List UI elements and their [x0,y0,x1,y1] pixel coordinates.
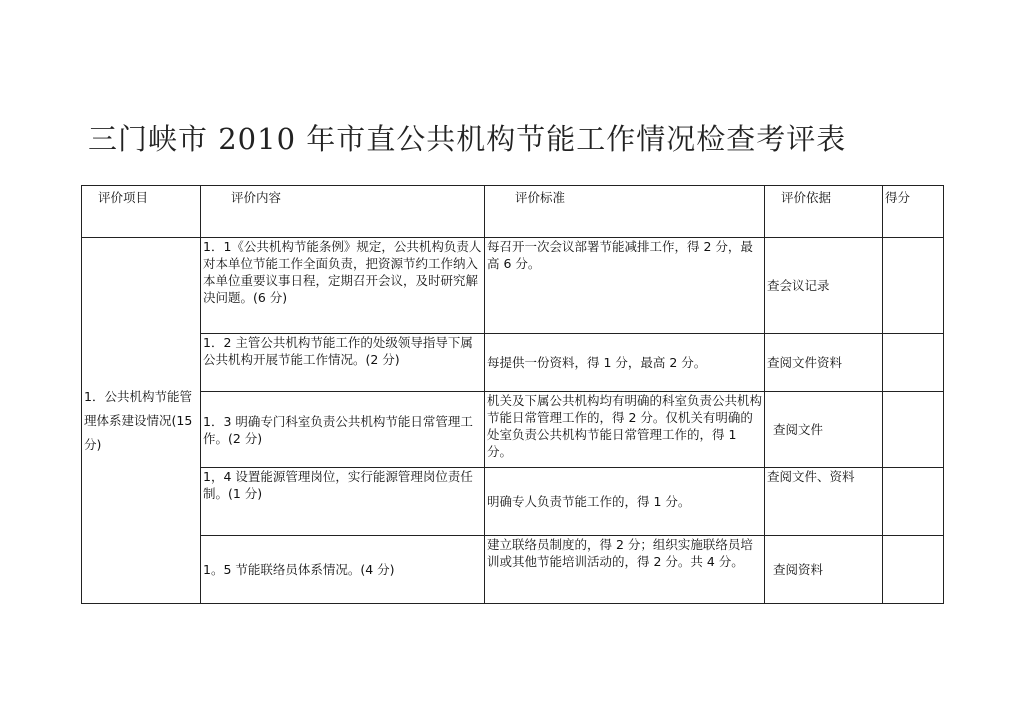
table-row [82,238,944,334]
table-row [82,392,944,468]
header-score: 得分 [883,186,944,238]
score-cell [883,536,944,604]
header-item: 评价项目 [82,186,201,238]
standard-cell: 建立联络员制度的，得 2 分；组织实施联络员培训或其他节能培训活动的，得 2 分。共 4 分。 [485,536,765,604]
basis-cell: 查会议记录 [765,238,883,334]
score-cell [883,392,944,468]
header-standard: 评价标准 [485,186,765,238]
table-row [82,334,944,392]
standard-cell: 明确专人负责节能工作的，得 1 分。 [485,468,765,536]
header-row [82,186,944,238]
document-title: 三门峡市 2010 年市直公共机构节能工作情况检查考评表 [88,122,847,156]
table-row [82,536,944,604]
standard-cell: 每召开一次会议部署节能减排工作，得 2 分，最高 6 分。 [485,238,765,334]
content-cell: 1，4 设置能源管理岗位，实行能源管理岗位责任制。(1 分) [201,468,485,536]
content-cell: 1．2 主管公共机构节能工作的处级领导指导下属公共机构开展节能工作情况。(2 分) [201,334,485,392]
basis-cell: 查阅文件、资料 [765,468,883,536]
score-cell [883,238,944,334]
content-cell: 1。5 节能联络员体系情况。(4 分) [201,536,485,604]
header-basis: 评价依据 [765,186,883,238]
evaluation-table [81,185,944,604]
table-row [82,468,944,536]
header-content: 评价内容 [201,186,485,238]
standard-cell: 机关及下属公共机构均有明确的科室负责公共机构节能日常管理工作的，得 2 分。仅机关有明确的处室负责公共机构节能日常管理工作的，得 1 分。 [485,392,765,468]
basis-cell: 查阅文件 [765,392,883,468]
score-cell [883,334,944,392]
standard-cell: 每提供一份资料，得 1 分，最高 2 分。 [485,334,765,392]
basis-cell: 查阅资料 [765,536,883,604]
score-cell [883,468,944,536]
category-cell: 1．公共机构节能管理体系建设情况(15 分) [82,238,201,604]
content-cell: 1．1《公共机构节能条例》规定，公共机构负责人对本单位节能工作全面负责，把资源节约工作纳入本单位重要议事日程，定期召开会议，及时研究解决问题。(6 分) [201,238,485,334]
basis-cell: 查阅文件资料 [765,334,883,392]
content-cell: 1．3 明确专门科室负责公共机构节能日常管理工作。(2 分) [201,392,485,468]
